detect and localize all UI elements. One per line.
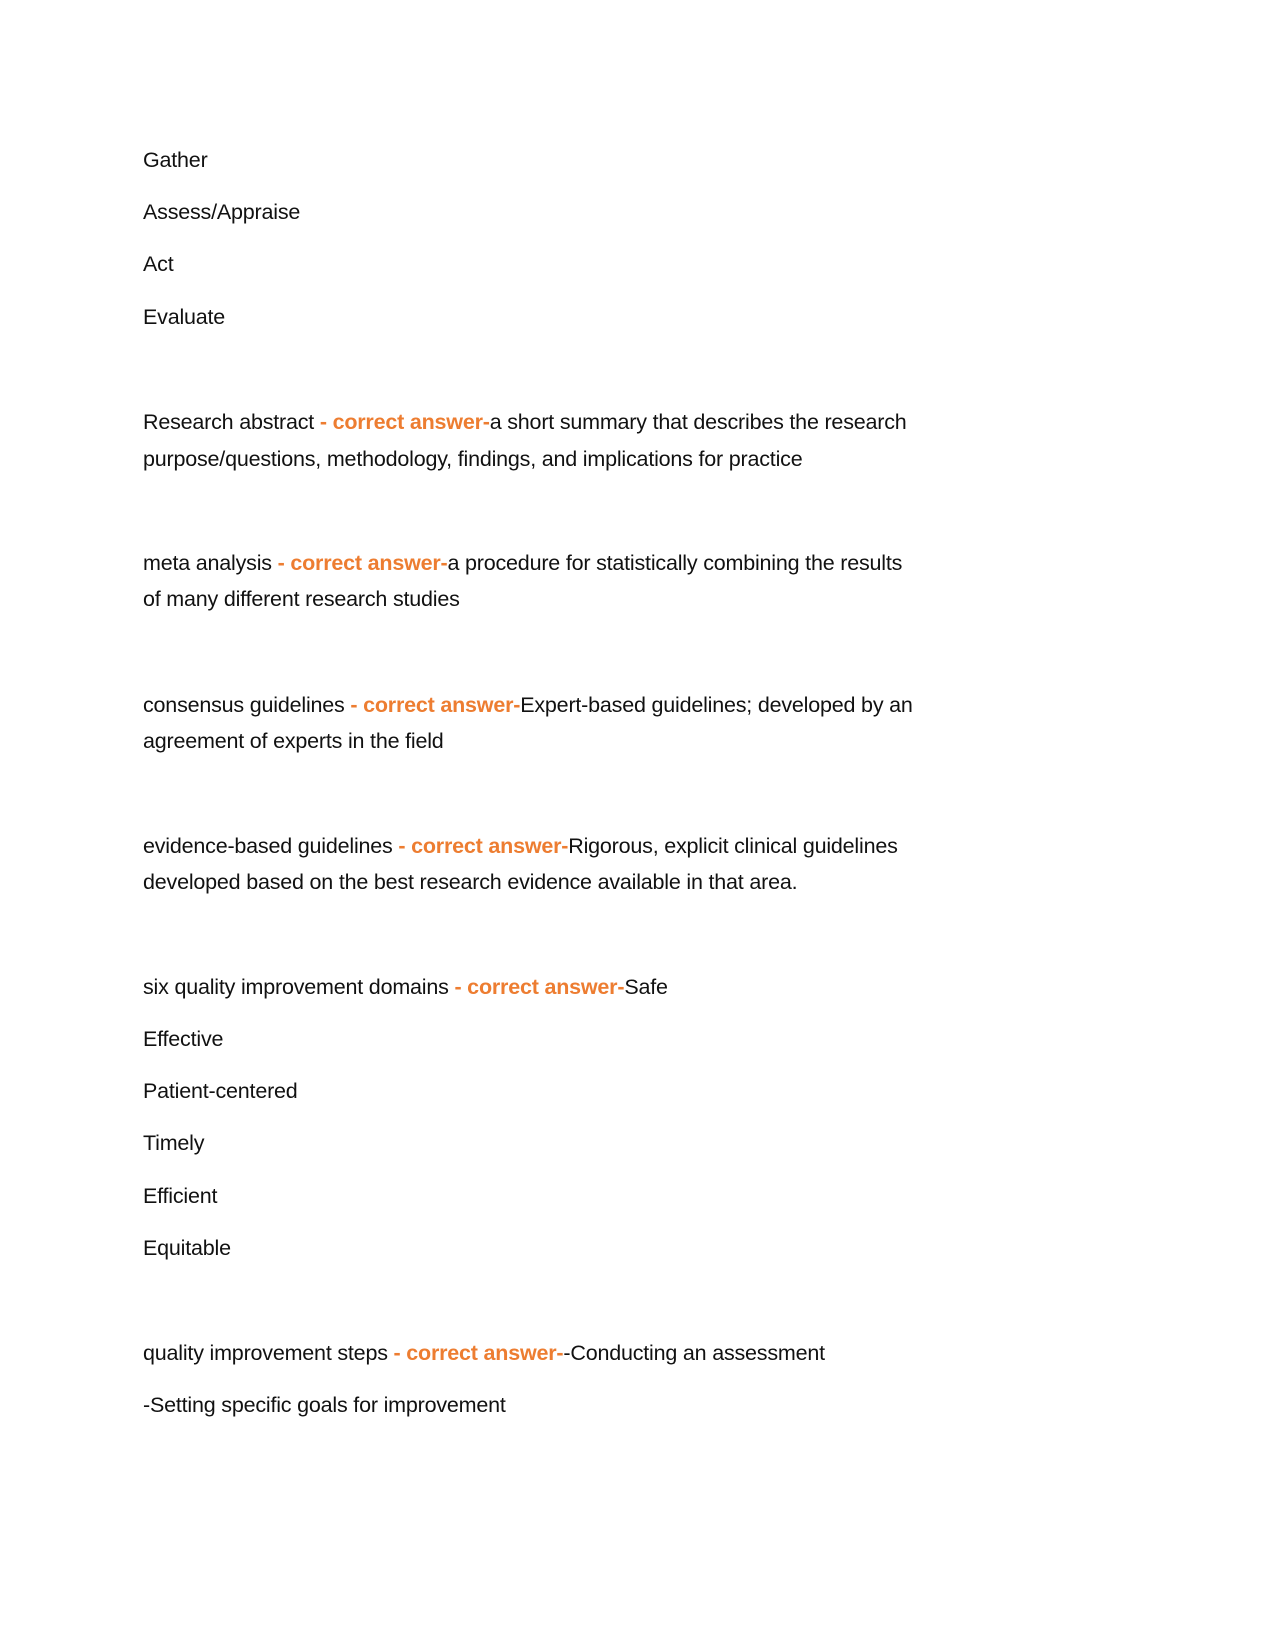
definition: a short summary that describes the research bbox=[489, 410, 907, 434]
step-line: Evaluate bbox=[143, 305, 226, 329]
definition-line: Effective bbox=[143, 1027, 224, 1051]
definition: Safe bbox=[624, 975, 668, 999]
definition-line: Efficient bbox=[143, 1184, 218, 1208]
definition-line: developed based on the best research evidence available in that area. bbox=[143, 870, 798, 894]
step-line: Gather bbox=[143, 148, 208, 172]
definition-line: purpose/questions, methodology, findings, and implications for practice bbox=[143, 447, 803, 471]
definition-line: Timely bbox=[143, 1131, 205, 1155]
correct-answer-marker: - correct answer- bbox=[398, 834, 569, 858]
definition-line: Patient-centered bbox=[143, 1079, 298, 1103]
term: consensus guidelines bbox=[143, 693, 351, 717]
definition-line: -Setting specific goals for improvement bbox=[143, 1393, 506, 1417]
step-line: Assess/Appraise bbox=[143, 200, 301, 224]
term: meta analysis bbox=[143, 551, 278, 575]
term: quality improvement steps bbox=[143, 1341, 394, 1365]
definition: Rigorous, explicit clinical guidelines bbox=[568, 834, 898, 858]
flashcard-entry bbox=[143, 972, 668, 1002]
flashcard-entry bbox=[143, 831, 898, 861]
definition-line: of many different research studies bbox=[143, 587, 460, 611]
term: Research abstract bbox=[143, 410, 320, 434]
definition-line: agreement of experts in the field bbox=[143, 729, 444, 753]
definition: Expert-based guidelines; developed by an bbox=[520, 693, 913, 717]
definition: -Conducting an assessment bbox=[563, 1341, 825, 1365]
correct-answer-marker: - correct answer- bbox=[454, 975, 625, 999]
term: evidence-based guidelines bbox=[143, 834, 399, 858]
correct-answer-marker: - correct answer- bbox=[319, 410, 490, 434]
flashcard-entry bbox=[143, 407, 907, 437]
flashcard-entry bbox=[143, 1338, 825, 1368]
step-line: Act bbox=[143, 252, 174, 276]
correct-answer-marker: - correct answer- bbox=[393, 1341, 564, 1365]
definition-line: Equitable bbox=[143, 1236, 231, 1260]
flashcard-entry bbox=[143, 690, 913, 720]
correct-answer-marker: - correct answer- bbox=[277, 551, 448, 575]
term: six quality improvement domains bbox=[143, 975, 455, 999]
definition: a procedure for statistically combining the results bbox=[447, 551, 903, 575]
correct-answer-marker: - correct answer- bbox=[350, 693, 521, 717]
flashcard-entry bbox=[143, 548, 902, 578]
